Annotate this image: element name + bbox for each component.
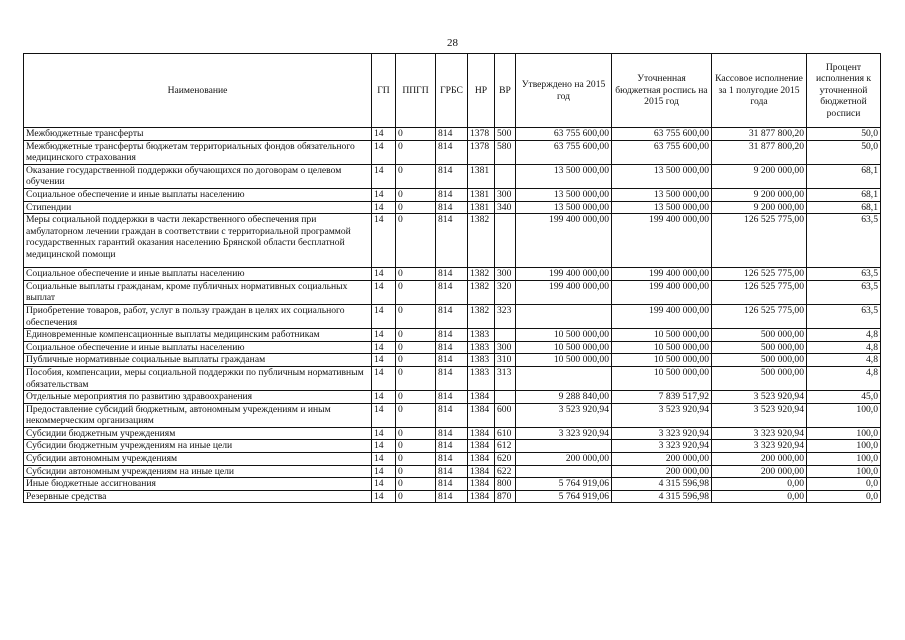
row-ppgp: 0 — [396, 354, 436, 367]
row-np: 1383 — [468, 354, 495, 367]
row-cash: 31 877 800,20 — [712, 128, 807, 141]
row-name: Субсидии автономным учреждениям — [24, 453, 372, 466]
row-name: Резервные средства — [24, 490, 372, 503]
row-approved: 199 400 000,00 — [516, 268, 612, 281]
row-gp: 14 — [372, 304, 396, 328]
row-np: 1381 — [468, 164, 495, 188]
row-percent: 100,0 — [807, 440, 881, 453]
row-grbs: 814 — [436, 140, 468, 164]
row-refined: 10 500 000,00 — [612, 329, 712, 342]
row-approved: 13 500 000,00 — [516, 201, 612, 214]
row-name: Единовременные компенсационные выплаты медицинским работникам — [24, 329, 372, 342]
table-row — [24, 140, 881, 164]
row-name: Социальные выплаты гражданам, кроме публичных нормативных социальных выплат — [24, 280, 372, 304]
row-gp: 14 — [372, 140, 396, 164]
row-cash: 200 000,00 — [712, 465, 807, 478]
row-refined: 200 000,00 — [612, 465, 712, 478]
row-name: Пособия, компенсации, меры социальной поддержки по публичным нормативным обязательствам — [24, 366, 372, 390]
row-np: 1384 — [468, 465, 495, 478]
row-np: 1382 — [468, 214, 495, 268]
row-np: 1378 — [468, 140, 495, 164]
row-ppgp: 0 — [396, 188, 436, 201]
row-vr: 600 — [495, 403, 516, 427]
row-name: Субсидии бюджетным учреждениям на иные цели — [24, 440, 372, 453]
row-ppgp: 0 — [396, 465, 436, 478]
header-cash: Кассовое исполнение за 1 полугодие 2015 года — [712, 54, 807, 128]
row-approved: 5 764 919,06 — [516, 490, 612, 503]
row-refined: 7 839 517,92 — [612, 391, 712, 404]
row-cash: 500 000,00 — [712, 366, 807, 390]
row-vr: 313 — [495, 366, 516, 390]
row-np: 1383 — [468, 329, 495, 342]
row-approved: 3 323 920,94 — [516, 427, 612, 440]
row-grbs: 814 — [436, 214, 468, 268]
row-approved: 5 764 919,06 — [516, 478, 612, 491]
row-vr: 310 — [495, 354, 516, 367]
row-gp: 14 — [372, 354, 396, 367]
row-gp: 14 — [372, 341, 396, 354]
row-ppgp: 0 — [396, 304, 436, 328]
row-approved — [516, 465, 612, 478]
row-name: Социальное обеспечение и иные выплаты населению — [24, 188, 372, 201]
row-grbs: 814 — [436, 465, 468, 478]
row-np: 1383 — [468, 366, 495, 390]
row-vr: 870 — [495, 490, 516, 503]
budget-execution-table — [23, 53, 881, 503]
row-refined: 10 500 000,00 — [612, 354, 712, 367]
row-ppgp: 0 — [396, 427, 436, 440]
row-grbs: 814 — [436, 478, 468, 491]
row-vr: 612 — [495, 440, 516, 453]
row-cash: 500 000,00 — [712, 329, 807, 342]
row-ppgp: 0 — [396, 214, 436, 268]
row-refined: 10 500 000,00 — [612, 366, 712, 390]
row-gp: 14 — [372, 268, 396, 281]
row-grbs: 814 — [436, 403, 468, 427]
row-gp: 14 — [372, 465, 396, 478]
row-vr: 300 — [495, 268, 516, 281]
row-percent: 63,5 — [807, 214, 881, 268]
row-name: Оказание государственной поддержки обучающихся по договорам о целевом обучении — [24, 164, 372, 188]
row-approved: 199 400 000,00 — [516, 280, 612, 304]
row-approved: 63 755 600,00 — [516, 128, 612, 141]
row-np: 1384 — [468, 403, 495, 427]
row-gp: 14 — [372, 280, 396, 304]
row-approved: 10 500 000,00 — [516, 341, 612, 354]
row-np: 1384 — [468, 391, 495, 404]
row-gp: 14 — [372, 329, 396, 342]
row-grbs: 814 — [436, 329, 468, 342]
row-ppgp: 0 — [396, 201, 436, 214]
row-refined: 200 000,00 — [612, 453, 712, 466]
row-refined: 199 400 000,00 — [612, 214, 712, 268]
row-name: Межбюджетные трансферты — [24, 128, 372, 141]
row-percent: 68,1 — [807, 164, 881, 188]
header-name: Наименование — [24, 54, 372, 128]
row-percent: 45,0 — [807, 391, 881, 404]
row-percent: 63,5 — [807, 280, 881, 304]
row-cash: 500 000,00 — [712, 354, 807, 367]
row-refined: 4 315 596,98 — [612, 478, 712, 491]
header-refined: Уточненная бюджетная роспись на 2015 год — [612, 54, 712, 128]
table-row — [24, 490, 881, 503]
row-np: 1384 — [468, 478, 495, 491]
row-cash: 0,00 — [712, 478, 807, 491]
row-approved: 63 755 600,00 — [516, 140, 612, 164]
row-refined: 4 315 596,98 — [612, 490, 712, 503]
row-gp: 14 — [372, 478, 396, 491]
row-approved: 13 500 000,00 — [516, 164, 612, 188]
row-vr — [495, 391, 516, 404]
row-cash: 126 525 775,00 — [712, 280, 807, 304]
row-refined: 63 755 600,00 — [612, 140, 712, 164]
header-np: НР — [468, 54, 495, 128]
table-row — [24, 354, 881, 367]
row-grbs: 814 — [436, 440, 468, 453]
row-vr: 323 — [495, 304, 516, 328]
row-np: 1383 — [468, 341, 495, 354]
row-approved: 13 500 000,00 — [516, 188, 612, 201]
table-row — [24, 329, 881, 342]
row-grbs: 814 — [436, 341, 468, 354]
row-vr: 300 — [495, 188, 516, 201]
row-ppgp: 0 — [396, 391, 436, 404]
row-percent: 68,1 — [807, 201, 881, 214]
row-np: 1382 — [468, 304, 495, 328]
row-vr: 800 — [495, 478, 516, 491]
row-cash: 3 523 920,94 — [712, 403, 807, 427]
row-ppgp: 0 — [396, 490, 436, 503]
row-approved: 199 400 000,00 — [516, 214, 612, 268]
row-vr: 622 — [495, 465, 516, 478]
row-percent: 4,8 — [807, 341, 881, 354]
row-gp: 14 — [372, 164, 396, 188]
row-name: Межбюджетные трансферты бюджетам территориальных фондов обязательного медицинского страхования — [24, 140, 372, 164]
row-gp: 14 — [372, 453, 396, 466]
table-row — [24, 427, 881, 440]
row-np: 1382 — [468, 268, 495, 281]
row-grbs: 814 — [436, 490, 468, 503]
row-gp: 14 — [372, 128, 396, 141]
row-np: 1384 — [468, 427, 495, 440]
row-refined: 10 500 000,00 — [612, 341, 712, 354]
row-cash: 9 200 000,00 — [712, 164, 807, 188]
row-name: Социальное обеспечение и иные выплаты населению — [24, 268, 372, 281]
row-refined: 13 500 000,00 — [612, 201, 712, 214]
row-vr: 580 — [495, 140, 516, 164]
row-vr: 300 — [495, 341, 516, 354]
row-np: 1381 — [468, 201, 495, 214]
table-row — [24, 304, 881, 328]
row-approved — [516, 304, 612, 328]
header-ppgp: ППГП — [396, 54, 436, 128]
table-row — [24, 128, 881, 141]
row-percent: 63,5 — [807, 304, 881, 328]
row-name: Субсидии бюджетным учреждениям — [24, 427, 372, 440]
row-np: 1381 — [468, 188, 495, 201]
row-refined: 13 500 000,00 — [612, 164, 712, 188]
table-row — [24, 201, 881, 214]
row-name: Социальное обеспечение и иные выплаты населению — [24, 341, 372, 354]
row-refined: 199 400 000,00 — [612, 304, 712, 328]
row-name: Субсидии автономным учреждениям на иные цели — [24, 465, 372, 478]
row-percent: 100,0 — [807, 453, 881, 466]
row-approved: 10 500 000,00 — [516, 354, 612, 367]
row-ppgp: 0 — [396, 128, 436, 141]
row-name: Иные бюджетные ассигнования — [24, 478, 372, 491]
row-grbs: 814 — [436, 280, 468, 304]
row-approved — [516, 366, 612, 390]
row-cash: 9 200 000,00 — [712, 201, 807, 214]
row-cash: 3 323 920,94 — [712, 440, 807, 453]
row-percent: 100,0 — [807, 427, 881, 440]
table-row — [24, 453, 881, 466]
row-ppgp: 0 — [396, 366, 436, 390]
header-grbs: ГРБС — [436, 54, 468, 128]
row-percent: 0,0 — [807, 478, 881, 491]
row-grbs: 814 — [436, 354, 468, 367]
row-gp: 14 — [372, 214, 396, 268]
table-header-row — [24, 54, 881, 128]
row-name: Меры социальной поддержки в части лекарственного обеспечения при амбулаторном лечении граждан в соответствии с территориальной программой государственных гарантий оказания населению Брянской области бесплатной медицинской помощи — [24, 214, 372, 268]
row-name: Стипендии — [24, 201, 372, 214]
row-cash: 126 525 775,00 — [712, 304, 807, 328]
header-percent: Процент исполнения к уточненной бюджетной росписи — [807, 54, 881, 128]
table-row — [24, 214, 881, 268]
row-ppgp: 0 — [396, 164, 436, 188]
table-body — [24, 128, 881, 503]
row-percent: 100,0 — [807, 465, 881, 478]
row-percent: 4,8 — [807, 354, 881, 367]
row-np: 1384 — [468, 490, 495, 503]
table-row — [24, 366, 881, 390]
row-approved: 200 000,00 — [516, 453, 612, 466]
table-row — [24, 164, 881, 188]
row-gp: 14 — [372, 403, 396, 427]
row-refined: 199 400 000,00 — [612, 268, 712, 281]
table-row — [24, 391, 881, 404]
row-np: 1382 — [468, 280, 495, 304]
row-ppgp: 0 — [396, 341, 436, 354]
row-name: Публичные нормативные социальные выплаты гражданам — [24, 354, 372, 367]
row-ppgp: 0 — [396, 329, 436, 342]
row-refined: 13 500 000,00 — [612, 188, 712, 201]
row-gp: 14 — [372, 427, 396, 440]
row-grbs: 814 — [436, 304, 468, 328]
row-gp: 14 — [372, 490, 396, 503]
row-name: Приобретение товаров, работ, услуг в пользу граждан в целях их социального обеспечения — [24, 304, 372, 328]
row-grbs: 814 — [436, 188, 468, 201]
table-row — [24, 403, 881, 427]
row-grbs: 814 — [436, 268, 468, 281]
table-row — [24, 341, 881, 354]
table-row — [24, 478, 881, 491]
row-vr: 320 — [495, 280, 516, 304]
row-cash: 3 323 920,94 — [712, 427, 807, 440]
row-percent: 68,1 — [807, 188, 881, 201]
row-vr: 500 — [495, 128, 516, 141]
row-percent: 0,0 — [807, 490, 881, 503]
row-np: 1384 — [468, 453, 495, 466]
row-gp: 14 — [372, 440, 396, 453]
table-row — [24, 280, 881, 304]
row-percent: 100,0 — [807, 403, 881, 427]
row-percent: 50,0 — [807, 140, 881, 164]
row-percent: 4,8 — [807, 329, 881, 342]
row-ppgp: 0 — [396, 440, 436, 453]
row-gp: 14 — [372, 391, 396, 404]
row-cash: 31 877 800,20 — [712, 140, 807, 164]
row-vr: 610 — [495, 427, 516, 440]
row-name: Предоставление субсидий бюджетным, автономным учреждениям и иным некоммерческим организациям — [24, 403, 372, 427]
row-name: Отдельные мероприятия по развитию здравоохранения — [24, 391, 372, 404]
row-grbs: 814 — [436, 164, 468, 188]
row-approved — [516, 440, 612, 453]
row-refined: 63 755 600,00 — [612, 128, 712, 141]
row-vr — [495, 164, 516, 188]
row-cash: 500 000,00 — [712, 341, 807, 354]
row-gp: 14 — [372, 201, 396, 214]
row-np: 1384 — [468, 440, 495, 453]
header-vr: ВР — [495, 54, 516, 128]
header-approved: Утверждено на 2015 год — [516, 54, 612, 128]
row-refined: 3 523 920,94 — [612, 403, 712, 427]
table-row — [24, 188, 881, 201]
header-gp: ГП — [372, 54, 396, 128]
row-vr: 620 — [495, 453, 516, 466]
row-approved: 10 500 000,00 — [516, 329, 612, 342]
row-cash: 126 525 775,00 — [712, 214, 807, 268]
table-row — [24, 268, 881, 281]
row-approved: 9 288 840,00 — [516, 391, 612, 404]
row-refined: 3 323 920,94 — [612, 427, 712, 440]
row-grbs: 814 — [436, 201, 468, 214]
row-ppgp: 0 — [396, 453, 436, 466]
row-cash: 200 000,00 — [712, 453, 807, 466]
row-vr — [495, 214, 516, 268]
row-ppgp: 0 — [396, 140, 436, 164]
row-ppgp: 0 — [396, 280, 436, 304]
row-grbs: 814 — [436, 453, 468, 466]
row-percent: 50,0 — [807, 128, 881, 141]
row-gp: 14 — [372, 366, 396, 390]
row-refined: 3 323 920,94 — [612, 440, 712, 453]
row-ppgp: 0 — [396, 403, 436, 427]
row-cash: 126 525 775,00 — [712, 268, 807, 281]
row-grbs: 814 — [436, 128, 468, 141]
row-approved: 3 523 920,94 — [516, 403, 612, 427]
row-ppgp: 0 — [396, 478, 436, 491]
row-percent: 63,5 — [807, 268, 881, 281]
table-row — [24, 465, 881, 478]
row-percent: 4,8 — [807, 366, 881, 390]
row-grbs: 814 — [436, 391, 468, 404]
row-grbs: 814 — [436, 427, 468, 440]
row-cash: 0,00 — [712, 490, 807, 503]
row-vr: 340 — [495, 201, 516, 214]
row-grbs: 814 — [436, 366, 468, 390]
row-cash: 9 200 000,00 — [712, 188, 807, 201]
row-refined: 199 400 000,00 — [612, 280, 712, 304]
row-gp: 14 — [372, 188, 396, 201]
row-vr — [495, 329, 516, 342]
row-ppgp: 0 — [396, 268, 436, 281]
row-cash: 3 523 920,94 — [712, 391, 807, 404]
row-np: 1378 — [468, 128, 495, 141]
page-number: 28 — [447, 37, 458, 49]
table-row — [24, 440, 881, 453]
